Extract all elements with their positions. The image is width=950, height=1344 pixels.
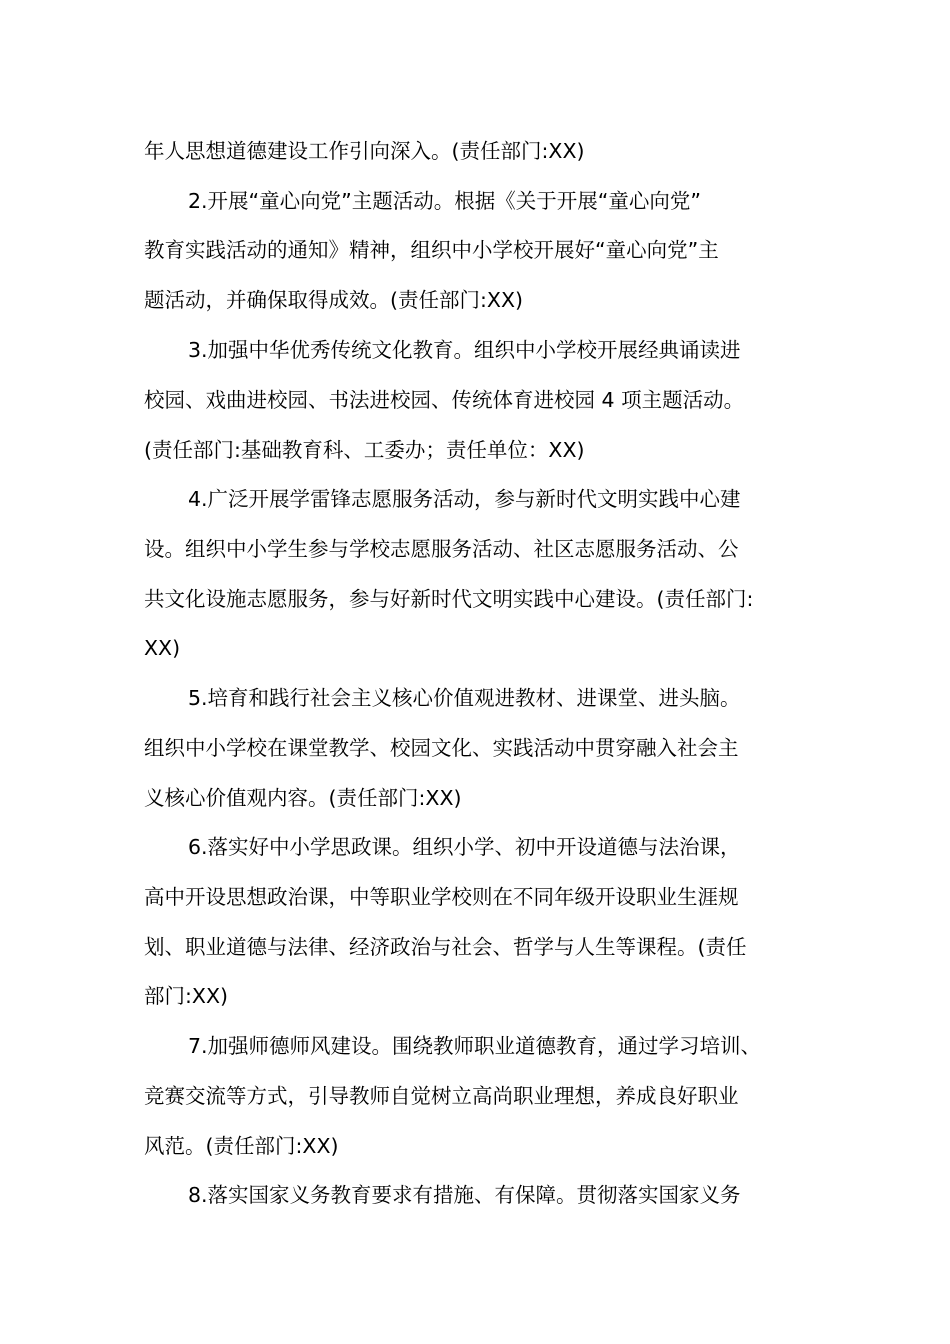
- paragraph-6-start: 6.落实好中小学思政课。组织小学、初中开设道德与法治课，: [188, 835, 741, 859]
- text-line: 组织中小学校在课堂教学、校园文化、实践活动中贯穿融入社会主: [144, 736, 739, 760]
- text-line: 教育实践活动的通知》精神，组织中小学校开展好“童心向党”主: [144, 238, 719, 262]
- text-line: 校园、戏曲进校园、书法进校园、传统体育进校园 4 项主题活动。: [144, 388, 745, 412]
- text-line: 设。组织中小学生参与学校志愿服务活动、社区志愿服务活动、公: [144, 537, 739, 561]
- text-line: 义核心价值观内容。(责任部门:XX): [144, 786, 462, 810]
- paragraph-3-start: 3.加强中华优秀传统文化教育。组织中小学校开展经典诵读进: [188, 338, 741, 362]
- text-line: 题活动，并确保取得成效。(责任部门:XX): [144, 288, 523, 312]
- paragraph-5-start: 5.培育和践行社会主义核心价值观进教材、进课堂、进头脑。: [188, 686, 741, 710]
- paragraph-4-start: 4.广泛开展学雷锋志愿服务活动，参与新时代文明实践中心建: [188, 487, 741, 511]
- text-line: 高中开设思想政治课，中等职业学校则在不同年级开设职业生涯规: [144, 885, 739, 909]
- text-line: 风范。(责任部门:XX): [144, 1134, 339, 1158]
- paragraph-7-start: 7.加强师德师风建设。围绕教师职业道德教育，通过学习培训、: [188, 1034, 762, 1058]
- paragraph-2-start: 2.开展“童心向党”主题活动。根据《关于开展“童心向党”: [188, 189, 702, 213]
- text-line: (责任部门:基础教育科、工委办；责任单位：XX): [144, 438, 585, 462]
- text-line: XX): [144, 636, 181, 660]
- paragraph-8-start: 8.落实国家义务教育要求有措施、有保障。贯彻落实国家义务: [188, 1183, 741, 1207]
- text-line: 年人思想道德建设工作引向深入。(责任部门:XX): [144, 139, 585, 163]
- text-line: 部门:XX): [144, 984, 228, 1008]
- text-line: 划、职业道德与法律、经济政治与社会、哲学与人生等课程。(责任: [144, 935, 747, 959]
- text-line: 竞赛交流等方式，引导教师自觉树立高尚职业理想，养成良好职业: [144, 1084, 739, 1108]
- text-line: 共文化设施志愿服务，参与好新时代文明实践中心建设。(责任部门:: [144, 587, 754, 611]
